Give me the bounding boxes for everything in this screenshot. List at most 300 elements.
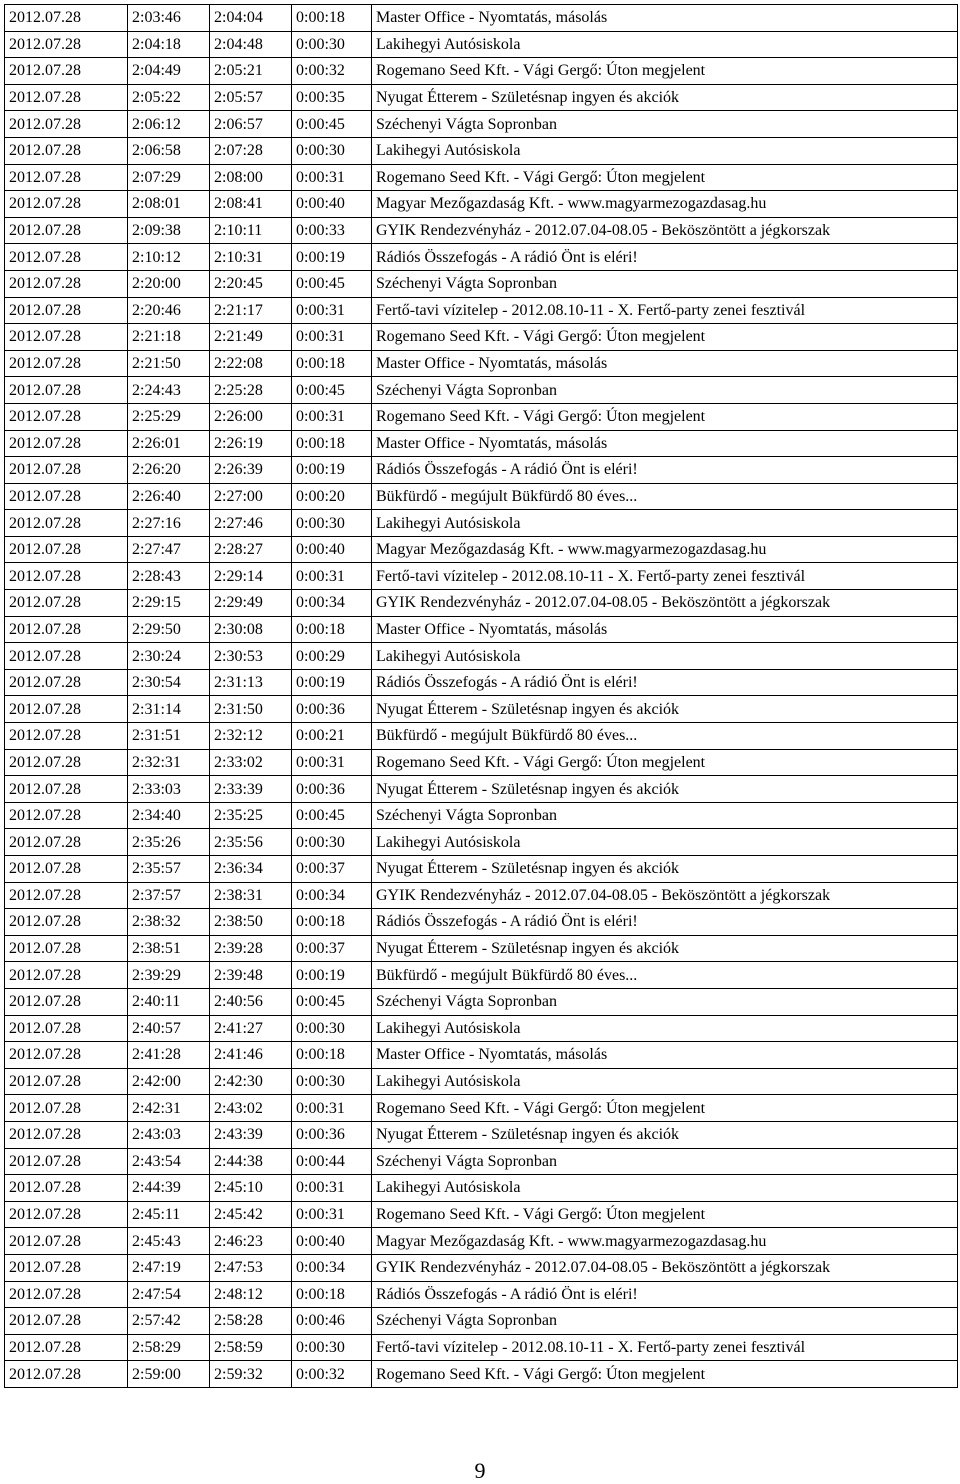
spot-title-cell: Lakihegyi Autósiskola bbox=[372, 510, 958, 537]
end-time-cell: 2:35:25 bbox=[210, 802, 292, 829]
date-cell: 2012.07.28 bbox=[5, 616, 128, 643]
date-cell: 2012.07.28 bbox=[5, 669, 128, 696]
date-cell: 2012.07.28 bbox=[5, 1308, 128, 1335]
start-time-cell: 2:40:11 bbox=[128, 988, 210, 1015]
end-time-cell: 2:26:00 bbox=[210, 403, 292, 430]
date-cell: 2012.07.28 bbox=[5, 137, 128, 164]
end-time-cell: 2:08:41 bbox=[210, 191, 292, 218]
start-time-cell: 2:26:20 bbox=[128, 457, 210, 484]
spot-title-cell: Széchenyi Vágta Sopronban bbox=[372, 1148, 958, 1175]
duration-cell: 0:00:40 bbox=[292, 1228, 372, 1255]
end-time-cell: 2:04:48 bbox=[210, 31, 292, 58]
start-time-cell: 2:43:03 bbox=[128, 1121, 210, 1148]
start-time-cell: 2:08:01 bbox=[128, 191, 210, 218]
spot-title-cell: Fertő-tavi vízitelep - 2012.08.10-11 - X. Fertő-party zenei fesztivál bbox=[372, 563, 958, 590]
date-cell: 2012.07.28 bbox=[5, 5, 128, 32]
end-time-cell: 2:27:46 bbox=[210, 510, 292, 537]
start-time-cell: 2:28:43 bbox=[128, 563, 210, 590]
duration-cell: 0:00:33 bbox=[292, 217, 372, 244]
end-time-cell: 2:29:14 bbox=[210, 563, 292, 590]
table-row bbox=[5, 297, 958, 324]
duration-cell: 0:00:40 bbox=[292, 191, 372, 218]
start-time-cell: 2:34:40 bbox=[128, 802, 210, 829]
end-time-cell: 2:58:28 bbox=[210, 1308, 292, 1335]
spot-title-cell: Rádiós Összefogás - A rádió Önt is eléri! bbox=[372, 909, 958, 936]
date-cell: 2012.07.28 bbox=[5, 31, 128, 58]
start-time-cell: 2:41:28 bbox=[128, 1042, 210, 1069]
page-number: 9 bbox=[474, 1458, 486, 1483]
spot-title-cell: Rogemano Seed Kft. - Vági Gergő: Úton megjelent bbox=[372, 324, 958, 351]
table-row bbox=[5, 403, 958, 430]
table-row bbox=[5, 723, 958, 750]
table-row bbox=[5, 909, 958, 936]
start-time-cell: 2:31:14 bbox=[128, 696, 210, 723]
duration-cell: 0:00:31 bbox=[292, 1175, 372, 1202]
duration-cell: 0:00:36 bbox=[292, 1121, 372, 1148]
start-time-cell: 2:04:49 bbox=[128, 58, 210, 85]
spot-title-cell: Rogemano Seed Kft. - Vági Gergő: Úton megjelent bbox=[372, 1201, 958, 1228]
end-time-cell: 2:33:39 bbox=[210, 776, 292, 803]
duration-cell: 0:00:32 bbox=[292, 58, 372, 85]
duration-cell: 0:00:21 bbox=[292, 723, 372, 750]
end-time-cell: 2:43:02 bbox=[210, 1095, 292, 1122]
end-time-cell: 2:10:31 bbox=[210, 244, 292, 271]
spot-title-cell: Lakihegyi Autósiskola bbox=[372, 1068, 958, 1095]
table-row bbox=[5, 696, 958, 723]
spot-title-cell: Master Office - Nyomtatás, másolás bbox=[372, 430, 958, 457]
start-time-cell: 2:37:57 bbox=[128, 882, 210, 909]
table-row bbox=[5, 1281, 958, 1308]
end-time-cell: 2:06:57 bbox=[210, 111, 292, 138]
date-cell: 2012.07.28 bbox=[5, 988, 128, 1015]
duration-cell: 0:00:20 bbox=[292, 483, 372, 510]
duration-cell: 0:00:18 bbox=[292, 1281, 372, 1308]
table-row bbox=[5, 1334, 958, 1361]
start-time-cell: 2:45:43 bbox=[128, 1228, 210, 1255]
date-cell: 2012.07.28 bbox=[5, 1015, 128, 1042]
date-cell: 2012.07.28 bbox=[5, 164, 128, 191]
broadcast-log-body bbox=[5, 5, 958, 1388]
start-time-cell: 2:30:24 bbox=[128, 643, 210, 670]
start-time-cell: 2:05:22 bbox=[128, 84, 210, 111]
end-time-cell: 2:29:49 bbox=[210, 590, 292, 617]
start-time-cell: 2:26:01 bbox=[128, 430, 210, 457]
date-cell: 2012.07.28 bbox=[5, 536, 128, 563]
date-cell: 2012.07.28 bbox=[5, 350, 128, 377]
start-time-cell: 2:30:54 bbox=[128, 669, 210, 696]
end-time-cell: 2:31:13 bbox=[210, 669, 292, 696]
duration-cell: 0:00:45 bbox=[292, 377, 372, 404]
duration-cell: 0:00:19 bbox=[292, 962, 372, 989]
duration-cell: 0:00:30 bbox=[292, 510, 372, 537]
end-time-cell: 2:43:39 bbox=[210, 1121, 292, 1148]
spot-title-cell: Nyugat Étterem - Születésnap ingyen és akciók bbox=[372, 856, 958, 883]
spot-title-cell: Széchenyi Vágta Sopronban bbox=[372, 111, 958, 138]
table-row bbox=[5, 563, 958, 590]
duration-cell: 0:00:45 bbox=[292, 988, 372, 1015]
end-time-cell: 2:05:57 bbox=[210, 84, 292, 111]
start-time-cell: 2:38:32 bbox=[128, 909, 210, 936]
duration-cell: 0:00:31 bbox=[292, 563, 372, 590]
spot-title-cell: Rogemano Seed Kft. - Vági Gergő: Úton megjelent bbox=[372, 58, 958, 85]
end-time-cell: 2:39:48 bbox=[210, 962, 292, 989]
date-cell: 2012.07.28 bbox=[5, 457, 128, 484]
end-time-cell: 2:38:50 bbox=[210, 909, 292, 936]
duration-cell: 0:00:18 bbox=[292, 1042, 372, 1069]
table-row bbox=[5, 802, 958, 829]
duration-cell: 0:00:45 bbox=[292, 111, 372, 138]
table-row bbox=[5, 1228, 958, 1255]
table-row bbox=[5, 377, 958, 404]
duration-cell: 0:00:31 bbox=[292, 749, 372, 776]
table-row bbox=[5, 1095, 958, 1122]
spot-title-cell: Széchenyi Vágta Sopronban bbox=[372, 802, 958, 829]
table-row bbox=[5, 5, 958, 32]
start-time-cell: 2:10:12 bbox=[128, 244, 210, 271]
date-cell: 2012.07.28 bbox=[5, 856, 128, 883]
table-row bbox=[5, 590, 958, 617]
end-time-cell: 2:08:00 bbox=[210, 164, 292, 191]
end-time-cell: 2:26:39 bbox=[210, 457, 292, 484]
table-row bbox=[5, 1175, 958, 1202]
end-time-cell: 2:41:27 bbox=[210, 1015, 292, 1042]
end-time-cell: 2:41:46 bbox=[210, 1042, 292, 1069]
table-row bbox=[5, 643, 958, 670]
table-row bbox=[5, 1042, 958, 1069]
spot-title-cell: GYIK Rendezvényház - 2012.07.04-08.05 - Beköszöntött a jégkorszak bbox=[372, 590, 958, 617]
duration-cell: 0:00:36 bbox=[292, 696, 372, 723]
duration-cell: 0:00:19 bbox=[292, 244, 372, 271]
date-cell: 2012.07.28 bbox=[5, 1148, 128, 1175]
table-row bbox=[5, 1121, 958, 1148]
start-time-cell: 2:20:46 bbox=[128, 297, 210, 324]
spot-title-cell: Rádiós Összefogás - A rádió Önt is eléri! bbox=[372, 669, 958, 696]
spot-title-cell: Rogemano Seed Kft. - Vági Gergő: Úton megjelent bbox=[372, 1095, 958, 1122]
start-time-cell: 2:21:50 bbox=[128, 350, 210, 377]
start-time-cell: 2:40:57 bbox=[128, 1015, 210, 1042]
start-time-cell: 2:35:57 bbox=[128, 856, 210, 883]
spot-title-cell: Magyar Mezőgazdaság Kft. - www.magyarmezogazdasag.hu bbox=[372, 191, 958, 218]
date-cell: 2012.07.28 bbox=[5, 1254, 128, 1281]
duration-cell: 0:00:31 bbox=[292, 297, 372, 324]
table-row bbox=[5, 324, 958, 351]
duration-cell: 0:00:36 bbox=[292, 776, 372, 803]
end-time-cell: 2:47:53 bbox=[210, 1254, 292, 1281]
duration-cell: 0:00:30 bbox=[292, 1068, 372, 1095]
end-time-cell: 2:33:02 bbox=[210, 749, 292, 776]
start-time-cell: 2:06:58 bbox=[128, 137, 210, 164]
table-row bbox=[5, 510, 958, 537]
date-cell: 2012.07.28 bbox=[5, 1095, 128, 1122]
table-row bbox=[5, 1361, 958, 1388]
table-row bbox=[5, 84, 958, 111]
start-time-cell: 2:47:19 bbox=[128, 1254, 210, 1281]
duration-cell: 0:00:40 bbox=[292, 536, 372, 563]
end-time-cell: 2:05:21 bbox=[210, 58, 292, 85]
duration-cell: 0:00:34 bbox=[292, 590, 372, 617]
table-row bbox=[5, 988, 958, 1015]
table-row bbox=[5, 58, 958, 85]
end-time-cell: 2:39:28 bbox=[210, 935, 292, 962]
date-cell: 2012.07.28 bbox=[5, 962, 128, 989]
end-time-cell: 2:31:50 bbox=[210, 696, 292, 723]
table-row bbox=[5, 111, 958, 138]
date-cell: 2012.07.28 bbox=[5, 909, 128, 936]
start-time-cell: 2:29:15 bbox=[128, 590, 210, 617]
date-cell: 2012.07.28 bbox=[5, 191, 128, 218]
end-time-cell: 2:30:08 bbox=[210, 616, 292, 643]
end-time-cell: 2:35:56 bbox=[210, 829, 292, 856]
duration-cell: 0:00:31 bbox=[292, 164, 372, 191]
date-cell: 2012.07.28 bbox=[5, 882, 128, 909]
duration-cell: 0:00:37 bbox=[292, 856, 372, 883]
spot-title-cell: Bükfürdő - megújult Bükfürdő 80 éves... bbox=[372, 723, 958, 750]
start-time-cell: 2:39:29 bbox=[128, 962, 210, 989]
table-row bbox=[5, 1015, 958, 1042]
duration-cell: 0:00:30 bbox=[292, 829, 372, 856]
end-time-cell: 2:42:30 bbox=[210, 1068, 292, 1095]
start-time-cell: 2:20:00 bbox=[128, 270, 210, 297]
table-row bbox=[5, 191, 958, 218]
start-time-cell: 2:27:16 bbox=[128, 510, 210, 537]
duration-cell: 0:00:34 bbox=[292, 882, 372, 909]
start-time-cell: 2:42:00 bbox=[128, 1068, 210, 1095]
table-row bbox=[5, 31, 958, 58]
date-cell: 2012.07.28 bbox=[5, 1334, 128, 1361]
spot-title-cell: Master Office - Nyomtatás, másolás bbox=[372, 5, 958, 32]
spot-title-cell: Széchenyi Vágta Sopronban bbox=[372, 1308, 958, 1335]
duration-cell: 0:00:18 bbox=[292, 909, 372, 936]
start-time-cell: 2:25:29 bbox=[128, 403, 210, 430]
start-time-cell: 2:31:51 bbox=[128, 723, 210, 750]
spot-title-cell: Rádiós Összefogás - A rádió Önt is eléri! bbox=[372, 1281, 958, 1308]
spot-title-cell: Bükfürdő - megújult Bükfürdő 80 éves... bbox=[372, 962, 958, 989]
table-row bbox=[5, 962, 958, 989]
end-time-cell: 2:22:08 bbox=[210, 350, 292, 377]
duration-cell: 0:00:19 bbox=[292, 669, 372, 696]
table-row bbox=[5, 1201, 958, 1228]
table-row bbox=[5, 137, 958, 164]
start-time-cell: 2:59:00 bbox=[128, 1361, 210, 1388]
duration-cell: 0:00:31 bbox=[292, 1201, 372, 1228]
end-time-cell: 2:48:12 bbox=[210, 1281, 292, 1308]
table-row bbox=[5, 749, 958, 776]
date-cell: 2012.07.28 bbox=[5, 1281, 128, 1308]
date-cell: 2012.07.28 bbox=[5, 829, 128, 856]
end-time-cell: 2:44:38 bbox=[210, 1148, 292, 1175]
table-row bbox=[5, 1068, 958, 1095]
start-time-cell: 2:29:50 bbox=[128, 616, 210, 643]
spot-title-cell: Rogemano Seed Kft. - Vági Gergő: Úton megjelent bbox=[372, 749, 958, 776]
date-cell: 2012.07.28 bbox=[5, 749, 128, 776]
date-cell: 2012.07.28 bbox=[5, 483, 128, 510]
duration-cell: 0:00:29 bbox=[292, 643, 372, 670]
spot-title-cell: GYIK Rendezvényház - 2012.07.04-08.05 - Beköszöntött a jégkorszak bbox=[372, 217, 958, 244]
date-cell: 2012.07.28 bbox=[5, 324, 128, 351]
duration-cell: 0:00:18 bbox=[292, 5, 372, 32]
spot-title-cell: Rogemano Seed Kft. - Vági Gergő: Úton megjelent bbox=[372, 1361, 958, 1388]
table-row bbox=[5, 856, 958, 883]
date-cell: 2012.07.28 bbox=[5, 776, 128, 803]
duration-cell: 0:00:18 bbox=[292, 350, 372, 377]
spot-title-cell: Lakihegyi Autósiskola bbox=[372, 643, 958, 670]
end-time-cell: 2:21:49 bbox=[210, 324, 292, 351]
spot-title-cell: Lakihegyi Autósiskola bbox=[372, 31, 958, 58]
end-time-cell: 2:36:34 bbox=[210, 856, 292, 883]
start-time-cell: 2:33:03 bbox=[128, 776, 210, 803]
end-time-cell: 2:07:28 bbox=[210, 137, 292, 164]
spot-title-cell: Széchenyi Vágta Sopronban bbox=[372, 377, 958, 404]
spot-title-cell: Rogemano Seed Kft. - Vági Gergő: Úton megjelent bbox=[372, 403, 958, 430]
end-time-cell: 2:45:10 bbox=[210, 1175, 292, 1202]
duration-cell: 0:00:46 bbox=[292, 1308, 372, 1335]
spot-title-cell: Magyar Mezőgazdaság Kft. - www.magyarmezogazdasag.hu bbox=[372, 1228, 958, 1255]
spot-title-cell: Lakihegyi Autósiskola bbox=[372, 1015, 958, 1042]
end-time-cell: 2:40:56 bbox=[210, 988, 292, 1015]
spot-title-cell: Master Office - Nyomtatás, másolás bbox=[372, 350, 958, 377]
date-cell: 2012.07.28 bbox=[5, 643, 128, 670]
start-time-cell: 2:06:12 bbox=[128, 111, 210, 138]
spot-title-cell: GYIK Rendezvényház - 2012.07.04-08.05 - Beköszöntött a jégkorszak bbox=[372, 1254, 958, 1281]
duration-cell: 0:00:35 bbox=[292, 84, 372, 111]
duration-cell: 0:00:32 bbox=[292, 1361, 372, 1388]
table-row bbox=[5, 882, 958, 909]
start-time-cell: 2:26:40 bbox=[128, 483, 210, 510]
date-cell: 2012.07.28 bbox=[5, 403, 128, 430]
duration-cell: 0:00:19 bbox=[292, 457, 372, 484]
start-time-cell: 2:57:42 bbox=[128, 1308, 210, 1335]
duration-cell: 0:00:30 bbox=[292, 137, 372, 164]
end-time-cell: 2:28:27 bbox=[210, 536, 292, 563]
start-time-cell: 2:35:26 bbox=[128, 829, 210, 856]
spot-title-cell: Nyugat Étterem - Születésnap ingyen és akciók bbox=[372, 696, 958, 723]
end-time-cell: 2:26:19 bbox=[210, 430, 292, 457]
date-cell: 2012.07.28 bbox=[5, 1042, 128, 1069]
spot-title-cell: Rádiós Összefogás - A rádió Önt is eléri! bbox=[372, 244, 958, 271]
duration-cell: 0:00:18 bbox=[292, 430, 372, 457]
duration-cell: 0:00:37 bbox=[292, 935, 372, 962]
spot-title-cell: Rádiós Összefogás - A rádió Önt is eléri! bbox=[372, 457, 958, 484]
start-time-cell: 2:03:46 bbox=[128, 5, 210, 32]
duration-cell: 0:00:18 bbox=[292, 616, 372, 643]
date-cell: 2012.07.28 bbox=[5, 563, 128, 590]
table-row bbox=[5, 616, 958, 643]
table-row bbox=[5, 457, 958, 484]
date-cell: 2012.07.28 bbox=[5, 1361, 128, 1388]
duration-cell: 0:00:30 bbox=[292, 31, 372, 58]
table-row bbox=[5, 1254, 958, 1281]
spot-title-cell: Lakihegyi Autósiskola bbox=[372, 1175, 958, 1202]
table-row bbox=[5, 935, 958, 962]
duration-cell: 0:00:45 bbox=[292, 802, 372, 829]
end-time-cell: 2:45:42 bbox=[210, 1201, 292, 1228]
end-time-cell: 2:10:11 bbox=[210, 217, 292, 244]
spot-title-cell: Nyugat Étterem - Születésnap ingyen és akciók bbox=[372, 1121, 958, 1148]
date-cell: 2012.07.28 bbox=[5, 723, 128, 750]
spot-title-cell: Nyugat Étterem - Születésnap ingyen és akciók bbox=[372, 776, 958, 803]
table-row bbox=[5, 669, 958, 696]
date-cell: 2012.07.28 bbox=[5, 377, 128, 404]
spot-title-cell: Master Office - Nyomtatás, másolás bbox=[372, 1042, 958, 1069]
end-time-cell: 2:32:12 bbox=[210, 723, 292, 750]
duration-cell: 0:00:30 bbox=[292, 1334, 372, 1361]
spot-title-cell: GYIK Rendezvényház - 2012.07.04-08.05 - Beköszöntött a jégkorszak bbox=[372, 882, 958, 909]
spot-title-cell: Bükfürdő - megújult Bükfürdő 80 éves... bbox=[372, 483, 958, 510]
date-cell: 2012.07.28 bbox=[5, 510, 128, 537]
start-time-cell: 2:47:54 bbox=[128, 1281, 210, 1308]
spot-title-cell: Fertő-tavi vízitelep - 2012.08.10-11 - X. Fertő-party zenei fesztivál bbox=[372, 297, 958, 324]
table-row bbox=[5, 829, 958, 856]
end-time-cell: 2:21:17 bbox=[210, 297, 292, 324]
spot-title-cell: Rogemano Seed Kft. - Vági Gergő: Úton megjelent bbox=[372, 164, 958, 191]
duration-cell: 0:00:31 bbox=[292, 403, 372, 430]
table-row bbox=[5, 430, 958, 457]
start-time-cell: 2:44:39 bbox=[128, 1175, 210, 1202]
end-time-cell: 2:20:45 bbox=[210, 270, 292, 297]
end-time-cell: 2:30:53 bbox=[210, 643, 292, 670]
table-row bbox=[5, 776, 958, 803]
date-cell: 2012.07.28 bbox=[5, 1068, 128, 1095]
broadcast-log-table bbox=[4, 4, 958, 1388]
date-cell: 2012.07.28 bbox=[5, 111, 128, 138]
end-time-cell: 2:58:59 bbox=[210, 1334, 292, 1361]
date-cell: 2012.07.28 bbox=[5, 430, 128, 457]
end-time-cell: 2:25:28 bbox=[210, 377, 292, 404]
date-cell: 2012.07.28 bbox=[5, 84, 128, 111]
spot-title-cell: Magyar Mezőgazdaság Kft. - www.magyarmezogazdasag.hu bbox=[372, 536, 958, 563]
duration-cell: 0:00:30 bbox=[292, 1015, 372, 1042]
start-time-cell: 2:04:18 bbox=[128, 31, 210, 58]
table-row bbox=[5, 164, 958, 191]
spot-title-cell: Lakihegyi Autósiskola bbox=[372, 137, 958, 164]
spot-title-cell: Nyugat Étterem - Születésnap ingyen és akciók bbox=[372, 935, 958, 962]
duration-cell: 0:00:44 bbox=[292, 1148, 372, 1175]
date-cell: 2012.07.28 bbox=[5, 802, 128, 829]
date-cell: 2012.07.28 bbox=[5, 244, 128, 271]
spot-title-cell: Fertő-tavi vízitelep - 2012.08.10-11 - X. Fertő-party zenei fesztivál bbox=[372, 1334, 958, 1361]
table-row bbox=[5, 536, 958, 563]
end-time-cell: 2:59:32 bbox=[210, 1361, 292, 1388]
spot-title-cell: Széchenyi Vágta Sopronban bbox=[372, 270, 958, 297]
start-time-cell: 2:24:43 bbox=[128, 377, 210, 404]
start-time-cell: 2:09:38 bbox=[128, 217, 210, 244]
table-row bbox=[5, 1148, 958, 1175]
table-row bbox=[5, 217, 958, 244]
start-time-cell: 2:42:31 bbox=[128, 1095, 210, 1122]
start-time-cell: 2:21:18 bbox=[128, 324, 210, 351]
duration-cell: 0:00:31 bbox=[292, 1095, 372, 1122]
date-cell: 2012.07.28 bbox=[5, 696, 128, 723]
table-row bbox=[5, 270, 958, 297]
end-time-cell: 2:38:31 bbox=[210, 882, 292, 909]
duration-cell: 0:00:34 bbox=[292, 1254, 372, 1281]
table-row bbox=[5, 483, 958, 510]
duration-cell: 0:00:45 bbox=[292, 270, 372, 297]
spot-title-cell: Lakihegyi Autósiskola bbox=[372, 829, 958, 856]
start-time-cell: 2:32:31 bbox=[128, 749, 210, 776]
end-time-cell: 2:46:23 bbox=[210, 1228, 292, 1255]
date-cell: 2012.07.28 bbox=[5, 935, 128, 962]
spot-title-cell: Nyugat Étterem - Születésnap ingyen és akciók bbox=[372, 84, 958, 111]
start-time-cell: 2:58:29 bbox=[128, 1334, 210, 1361]
start-time-cell: 2:07:29 bbox=[128, 164, 210, 191]
duration-cell: 0:00:31 bbox=[292, 324, 372, 351]
date-cell: 2012.07.28 bbox=[5, 590, 128, 617]
date-cell: 2012.07.28 bbox=[5, 1121, 128, 1148]
start-time-cell: 2:45:11 bbox=[128, 1201, 210, 1228]
date-cell: 2012.07.28 bbox=[5, 270, 128, 297]
end-time-cell: 2:27:00 bbox=[210, 483, 292, 510]
